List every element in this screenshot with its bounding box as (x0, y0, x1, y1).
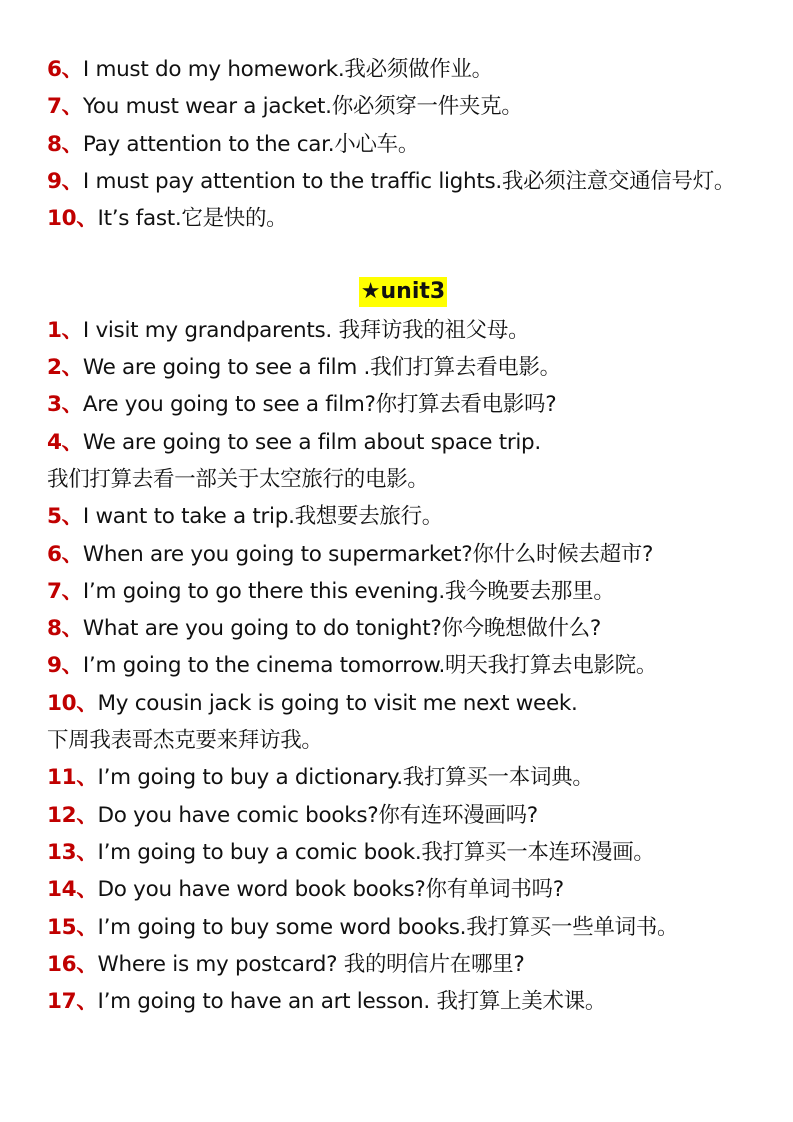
unit-title: unit3 (380, 279, 446, 305)
item-number: 9 (47, 653, 62, 679)
item-separator: 、 (76, 206, 98, 232)
sentence-item (47, 386, 759, 423)
item-separator: 、 (76, 989, 98, 1015)
sentence-text: I’m going to buy a dictionary.我打算买一本词典。 (97, 765, 594, 791)
item-separator: 、 (61, 429, 83, 455)
sentence-text: Do you have word book books?你有单词书吗? (97, 877, 564, 903)
sentence-item (47, 349, 759, 386)
item-separator: 、 (76, 765, 98, 791)
item-separator: 、 (61, 57, 83, 82)
sentence-text: Pay attention to the car.小心车。 (82, 131, 420, 157)
sentence-text: I must pay attention to the traffic lights.我必须注意交通信号灯。 (82, 168, 736, 194)
sentence-text: I’m going to buy a comic book.我打算买一本连环漫画。 (97, 839, 655, 865)
item-number: 12 (47, 802, 77, 828)
item-number: 1 (47, 317, 62, 343)
item-number: 10 (47, 690, 77, 716)
item-separator: 、 (76, 802, 98, 828)
item-separator: 、 (76, 839, 98, 865)
item-number: 8 (47, 616, 62, 642)
sentence-text: I’m going to have an art lesson. 我打算上美术课。 (97, 989, 607, 1015)
item-separator: 、 (61, 355, 83, 381)
item-separator: 、 (61, 131, 83, 157)
sentence-item (47, 126, 759, 163)
item-separator: 、 (61, 616, 83, 642)
sentence-item (47, 909, 759, 946)
sentence-text: What are you going to do tonight?你今晚想做什么? (82, 616, 601, 642)
sentence-text: We are going to see a film about space trip. (82, 429, 541, 455)
item-separator: 、 (61, 392, 83, 418)
sentence-item (47, 797, 759, 834)
sentence-item (47, 834, 759, 871)
item-number: 5 (47, 504, 62, 530)
sentence-item (47, 498, 759, 535)
sentence-item (47, 983, 759, 1020)
item-number: 7 (47, 578, 62, 604)
item-separator: 、 (61, 541, 83, 567)
item-separator: 、 (76, 877, 98, 903)
item-separator: 、 (61, 94, 83, 120)
item-separator: 、 (61, 653, 83, 679)
sentence-item (47, 536, 759, 573)
sentence-item (47, 200, 759, 237)
sentence-text: You must wear a jacket.你必须穿一件夹克。 (82, 94, 523, 120)
sentence-item (47, 424, 759, 461)
sentence-item (47, 573, 759, 610)
item-separator: 、 (76, 690, 98, 716)
sentence-text: My cousin jack is going to visit me next week. (97, 690, 578, 716)
item-number: 6 (47, 541, 62, 567)
item-number: 3 (47, 392, 62, 418)
sentence-item (47, 685, 759, 722)
sentence-text: I’m going to go there this evening.我今晚要去那里。 (82, 578, 615, 604)
unit-heading (359, 277, 447, 307)
item-number: 14 (47, 877, 77, 903)
item-number: 9 (47, 168, 62, 194)
item-number: 16 (47, 951, 77, 977)
sentence-continuation: 我们打算去看一部关于太空旅行的电影。 (47, 466, 429, 492)
sentence-item (47, 88, 759, 125)
item-separator: 、 (76, 951, 98, 977)
sentence-item (47, 946, 759, 983)
item-number: 6 (47, 57, 62, 82)
sentence-item (47, 647, 759, 684)
section-previous-unit (47, 51, 759, 237)
sentence-item (47, 163, 759, 200)
section-unit3 (47, 312, 759, 1021)
sentence-text: I’m going to buy some word books.我打算买一些单词书。 (97, 914, 679, 940)
sentence-text: I’m going to the cinema tomorrow.明天我打算去电影院。 (82, 653, 658, 679)
sentence-text: I want to take a trip.我想要去旅行。 (82, 504, 444, 530)
sentence-text: Are you going to see a film?你打算去看电影吗? (82, 392, 557, 418)
document-page (47, 51, 759, 1020)
item-separator: 、 (61, 317, 83, 343)
sentence-item (47, 610, 759, 647)
sentence-item (47, 871, 759, 908)
sentence-item (47, 759, 759, 796)
sentence-item (47, 51, 759, 88)
sentence-text: I must do my homework.我必须做作业。 (82, 57, 493, 82)
item-number: 13 (47, 839, 77, 865)
sentence-text: Where is my postcard? 我的明信片在哪里? (97, 951, 525, 977)
item-number: 17 (47, 989, 77, 1015)
sentence-text: Do you have comic books?你有连环漫画吗? (97, 802, 538, 828)
star-icon: ★ (360, 279, 381, 305)
item-number: 11 (47, 765, 77, 791)
item-separator: 、 (61, 504, 83, 530)
sentence-continuation: 下周我表哥杰克要来拜访我。 (47, 728, 323, 754)
item-number: 8 (47, 131, 62, 157)
item-number: 15 (47, 914, 77, 940)
item-separator: 、 (76, 914, 98, 940)
unit-heading-row (47, 274, 759, 311)
item-separator: 、 (61, 168, 83, 194)
sentence-text: It’s fast.它是快的。 (97, 206, 288, 232)
item-separator: 、 (61, 578, 83, 604)
sentence-text: I visit my grandparents. 我拜访我的祖父母。 (82, 317, 530, 343)
item-number: 4 (47, 429, 62, 455)
item-number: 2 (47, 355, 62, 381)
item-number: 7 (47, 94, 62, 120)
item-number: 10 (47, 206, 77, 232)
sentence-text: We are going to see a film .我们打算去看电影。 (82, 355, 561, 381)
sentence-text: When are you going to supermarket?你什么时候去超市? (82, 541, 654, 567)
sentence-item (47, 312, 759, 349)
